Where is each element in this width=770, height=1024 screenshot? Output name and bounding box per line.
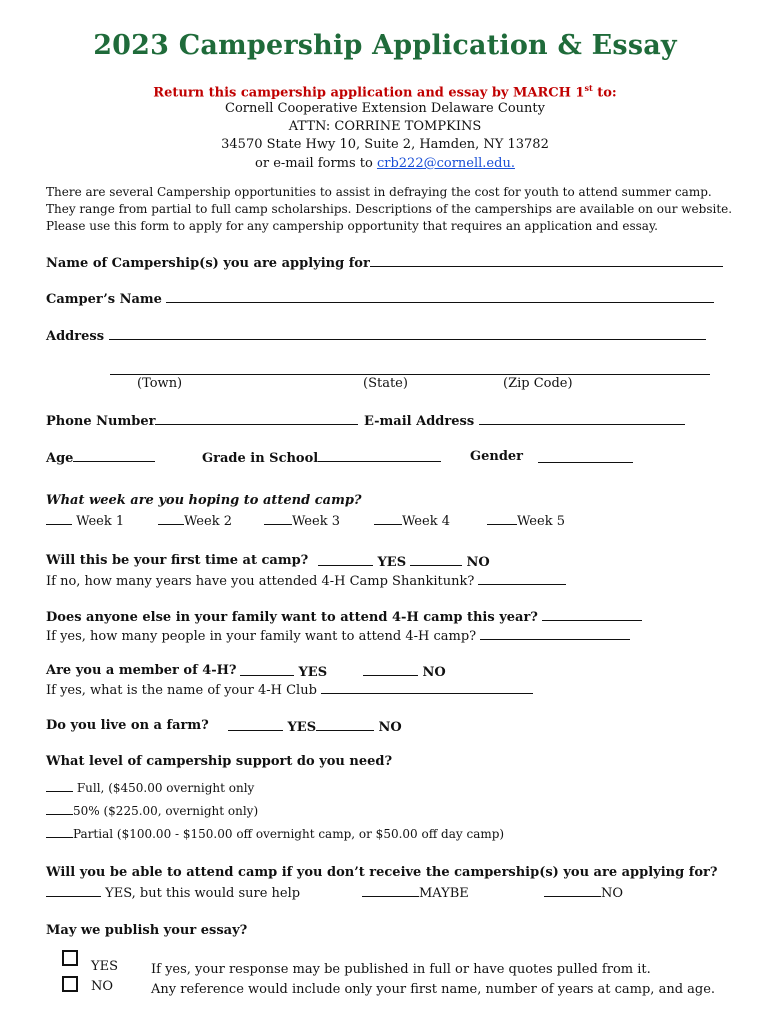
return-notice (0, 83, 770, 100)
address-field[interactable] (109, 327, 706, 340)
phone-label: Phone Number (46, 414, 156, 429)
family-answer-field[interactable] (542, 608, 642, 621)
years-attended-field[interactable] (478, 572, 566, 585)
farm-no[interactable] (316, 718, 402, 735)
camper-name-label: Camper’s Name (46, 292, 162, 307)
phone-row (46, 412, 358, 429)
attend-yes-label: YES, but this would sure help (105, 886, 301, 901)
family-followup-label: If yes, how many people in your family want to attend 4-H camp? (46, 629, 477, 644)
farm-no-blank[interactable] (316, 718, 374, 731)
support-half-label: 50% ($225.00, overnight only) (73, 804, 259, 818)
week-option-5[interactable] (487, 512, 565, 529)
attend-no-blank[interactable] (544, 884, 601, 897)
member-no-label: NO (422, 665, 446, 680)
week-4-blank[interactable] (374, 512, 402, 525)
address-line-3: 34570 State Hwy 10, Suite 2, Hamden, NY 13782 (221, 137, 549, 152)
week-3-blank[interactable] (264, 512, 292, 525)
publish-no-label: NO (91, 979, 114, 994)
first-time-followup-label: If no, how many years have you attended 4-H Camp Shankitunk? (46, 574, 475, 589)
state-label: (State) (363, 376, 408, 391)
gender-field[interactable] (538, 449, 633, 463)
farm-yes[interactable] (228, 718, 316, 735)
member-question: Are you a member of 4-H? (46, 663, 237, 678)
camper-name-field[interactable] (166, 290, 714, 303)
attend-question: Will you be able to attend camp if you don’t receive the campership(s) you are applying for? (46, 865, 718, 880)
week-2-label: Week 2 (184, 514, 232, 529)
farm-yes-blank[interactable] (228, 718, 283, 731)
family-followup (46, 627, 630, 644)
return-notice-suffix: to: (592, 85, 617, 101)
address-row (46, 327, 706, 344)
publish-note-line-2: Any reference would include only your first name, number of years at camp, and age. (151, 982, 716, 997)
grade-field[interactable] (318, 449, 441, 462)
support-option-partial[interactable] (46, 825, 504, 841)
week-5-label: Week 5 (517, 514, 565, 529)
attend-no-label: NO (601, 886, 624, 901)
week-4-label: Week 4 (402, 514, 450, 529)
farm-no-label: NO (378, 720, 402, 735)
publish-no-checkbox[interactable] (62, 976, 78, 992)
town-label: (Town) (137, 376, 183, 391)
support-question: What level of campership support do you need? (46, 754, 393, 769)
zip-label: (Zip Code) (503, 376, 573, 391)
return-notice-text: Return this campership application and essay by MARCH 1 (153, 85, 585, 101)
support-full-label: Full, ($450.00 overnight only (76, 781, 255, 795)
first-time-no-label: NO (466, 555, 490, 570)
support-partial-blank[interactable] (46, 825, 73, 838)
first-time-yes-label: YES (377, 555, 407, 570)
member-yes[interactable] (240, 663, 327, 680)
week-option-1[interactable] (46, 512, 124, 529)
attend-option-yes[interactable] (46, 884, 300, 901)
address-line-2: ATTN: CORRINE TOMPKINS (288, 119, 482, 134)
grade-row (202, 449, 441, 466)
member-yes-blank[interactable] (240, 663, 294, 676)
phone-field[interactable] (155, 412, 358, 425)
farm-question: Do you live on a farm? (46, 718, 209, 733)
attend-option-maybe[interactable] (362, 884, 469, 901)
attend-maybe-label: MAYBE (419, 886, 469, 901)
family-count-field[interactable] (480, 627, 630, 640)
publish-yes-label: YES (91, 959, 118, 974)
publish-yes-checkbox[interactable] (62, 950, 78, 966)
week-3-label: Week 3 (292, 514, 340, 529)
publish-question: May we publish your essay? (46, 923, 248, 938)
support-option-full[interactable] (46, 779, 254, 795)
publish-note-line-1: If yes, your response may be published in full or have quotes pulled from it. (151, 962, 651, 977)
return-notice-sup: st (584, 83, 593, 93)
address-line-2-field[interactable] (110, 362, 710, 375)
member-followup-label: If yes, what is the name of your 4-H Club (46, 683, 317, 698)
farm-yes-label: YES (287, 720, 317, 735)
week-5-blank[interactable] (487, 512, 517, 525)
family-question-label: Does anyone else in your family want to attend 4-H camp this year? (46, 610, 538, 625)
support-full-blank[interactable] (46, 779, 73, 792)
first-time-question: Will this be your first time at camp? (46, 553, 309, 568)
support-partial-label: Partial ($100.00 - $150.00 off overnight camp, or $50.00 off day camp) (73, 827, 505, 841)
member-followup (46, 681, 533, 698)
campership-name-label: Name of Campership(s) you are applying for (46, 256, 370, 271)
email-field[interactable] (479, 412, 685, 425)
email-label: E-mail Address (364, 414, 475, 429)
first-time-yes[interactable] (318, 553, 406, 570)
age-row (46, 449, 155, 466)
week-2-blank[interactable] (158, 512, 184, 525)
contact-email-link[interactable]: crb222@cornell.edu. (376, 156, 515, 171)
grade-label: Grade in School (202, 451, 319, 466)
campership-name-field[interactable] (370, 254, 723, 267)
first-time-followup (46, 572, 566, 589)
age-label: Age (46, 451, 74, 466)
first-time-no[interactable] (410, 553, 490, 570)
week-1-label: Week 1 (76, 514, 125, 529)
week-option-3[interactable] (264, 512, 340, 529)
email-row (364, 412, 685, 429)
club-name-field[interactable] (321, 681, 533, 694)
email-line-prefix: or e-mail forms to (255, 156, 377, 171)
campership-name-row (46, 254, 723, 271)
support-option-half[interactable] (46, 802, 258, 818)
attend-yes-blank[interactable] (46, 884, 101, 897)
week-option-2[interactable] (158, 512, 232, 529)
attend-option-no[interactable] (544, 884, 623, 901)
address-label: Address (46, 329, 105, 344)
page-title: 2023 Campership Application & Essay (93, 30, 677, 61)
age-field[interactable] (73, 449, 155, 462)
address-line-1: Cornell Cooperative Extension Delaware County (225, 101, 545, 116)
first-time-yes-blank[interactable] (318, 553, 373, 566)
member-yes-label: YES (298, 665, 328, 680)
week-option-4[interactable] (374, 512, 450, 529)
support-half-blank[interactable] (46, 802, 73, 815)
camper-name-row (46, 290, 714, 307)
week-1-blank[interactable] (46, 512, 72, 525)
member-no[interactable] (363, 663, 446, 680)
first-time-no-blank[interactable] (410, 553, 462, 566)
intro-paragraph: There are several Campership opportunities to assist in defraying the cost for youth to attend summer camp. They range from partial to full camp scholarships. Descriptions of the camperships are available on our website. Please use this form to apply for any campership opportunity that requires an application and essay. (46, 185, 733, 233)
email-line (0, 156, 770, 171)
week-question: What week are you hoping to attend camp? (46, 493, 362, 508)
attend-maybe-blank[interactable] (362, 884, 419, 897)
family-question (46, 608, 642, 625)
member-no-blank[interactable] (363, 663, 418, 676)
gender-label: Gender (470, 449, 524, 464)
